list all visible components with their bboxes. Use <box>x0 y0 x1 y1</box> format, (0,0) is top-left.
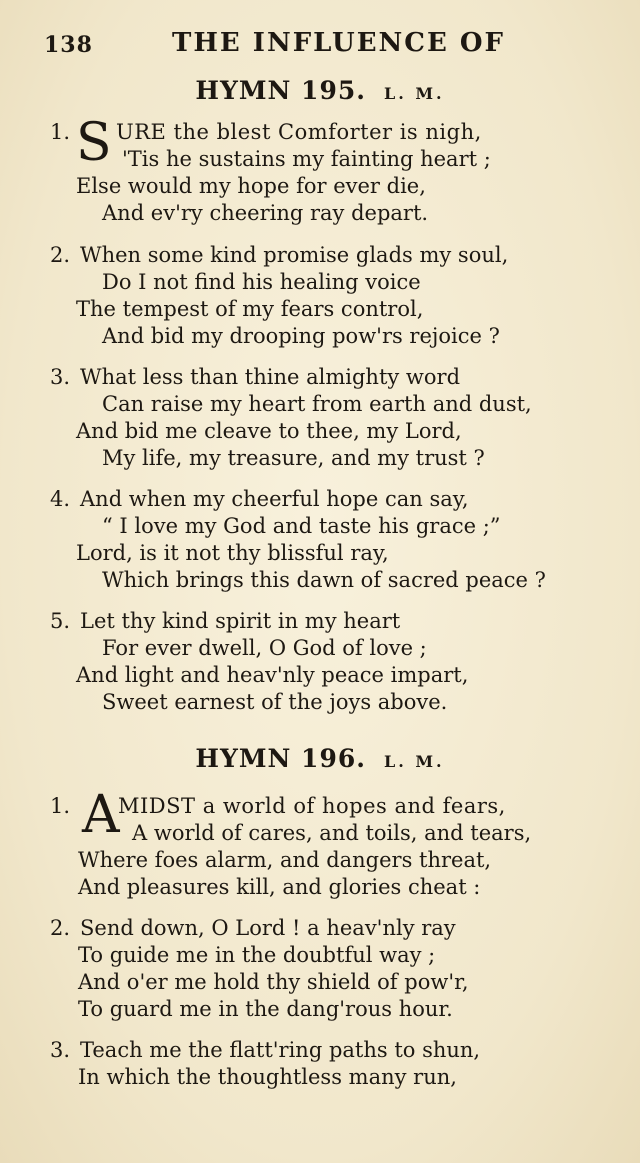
verse-line: URE the blest Comforter is nigh, <box>116 120 482 144</box>
verse-line: To guard me in the dang'rous hour. <box>78 997 453 1021</box>
verse-line: And o'er me hold thy shield of pow'r, <box>78 970 469 994</box>
stanza-number: 4. <box>50 487 71 511</box>
verse-line: To guide me in the doubtful way ; <box>78 943 436 967</box>
verse-line: Which brings this dawn of sacred peace ? <box>102 568 546 592</box>
page-number: 138 <box>44 32 93 58</box>
hymn-meter: L. M. <box>383 752 445 771</box>
verse-line: Sweet earnest of the joys above. <box>102 690 448 714</box>
verse-line: Else would my hope for ever die, <box>76 174 426 198</box>
verse-line: And light and heav'nly peace impart, <box>76 663 469 687</box>
stanza-number: 2. <box>50 243 71 267</box>
hymn-meter: L. M. <box>383 84 445 103</box>
hymn-heading <box>0 76 640 105</box>
verse-line: Do I not find his healing voice <box>102 270 421 294</box>
verse-line: Send down, O Lord ! a heav'nly ray <box>80 916 456 940</box>
verse-line: “ I love my God and taste his grace ;” <box>102 514 501 538</box>
verse-line: And bid my drooping pow'rs rejoice ? <box>102 324 500 348</box>
stanza-number: 1. <box>50 794 71 818</box>
verse-line: Where foes alarm, and dangers threat, <box>78 848 492 872</box>
verse-line: In which the thoughtless many run, <box>78 1065 457 1089</box>
verse-line: My life, my treasure, and my trust ? <box>102 446 485 470</box>
verse-line: The tempest of my fears control, <box>76 297 424 321</box>
hymn-title: HYMN 196. <box>195 744 366 773</box>
drop-cap: A <box>82 785 120 845</box>
page-header <box>44 28 584 62</box>
stanza-number: 1. <box>50 120 71 144</box>
stanza-number: 3. <box>50 365 71 389</box>
verse-line: When some kind promise glads my soul, <box>80 243 509 267</box>
stanza-number: 3. <box>50 1038 71 1062</box>
verse-line: And pleasures kill, and glories cheat : <box>78 875 481 899</box>
verse-line: Can raise my heart from earth and dust, <box>102 392 532 416</box>
verse-line: And ev'ry cheering ray depart. <box>102 201 429 225</box>
verse-line: And bid me cleave to thee, my Lord, <box>76 419 462 443</box>
verse-line: Lord, is it not thy blissful ray, <box>76 541 389 565</box>
verse-line: MIDST a world of hopes and fears, <box>118 794 506 818</box>
verse-line: For ever dwell, O God of love ; <box>102 636 427 660</box>
running-title: THE INFLUENCE OF <box>172 28 505 58</box>
drop-cap: S <box>76 113 112 173</box>
stanza-number: 5. <box>50 609 71 633</box>
verse-line: 'Tis he sustains my fainting heart ; <box>122 147 491 171</box>
hymn-heading <box>0 744 640 773</box>
hymn-title: HYMN 195. <box>195 76 366 105</box>
verse-line: A world of cares, and toils, and tears, <box>132 821 532 845</box>
verse-line: Let thy kind spirit in my heart <box>80 609 401 633</box>
stanza-number: 2. <box>50 916 71 940</box>
verse-line: Teach me the flatt'ring paths to shun, <box>80 1038 481 1062</box>
verse-line: And when my cheerful hope can say, <box>80 487 469 511</box>
verse-line: What less than thine almighty word <box>80 365 461 389</box>
